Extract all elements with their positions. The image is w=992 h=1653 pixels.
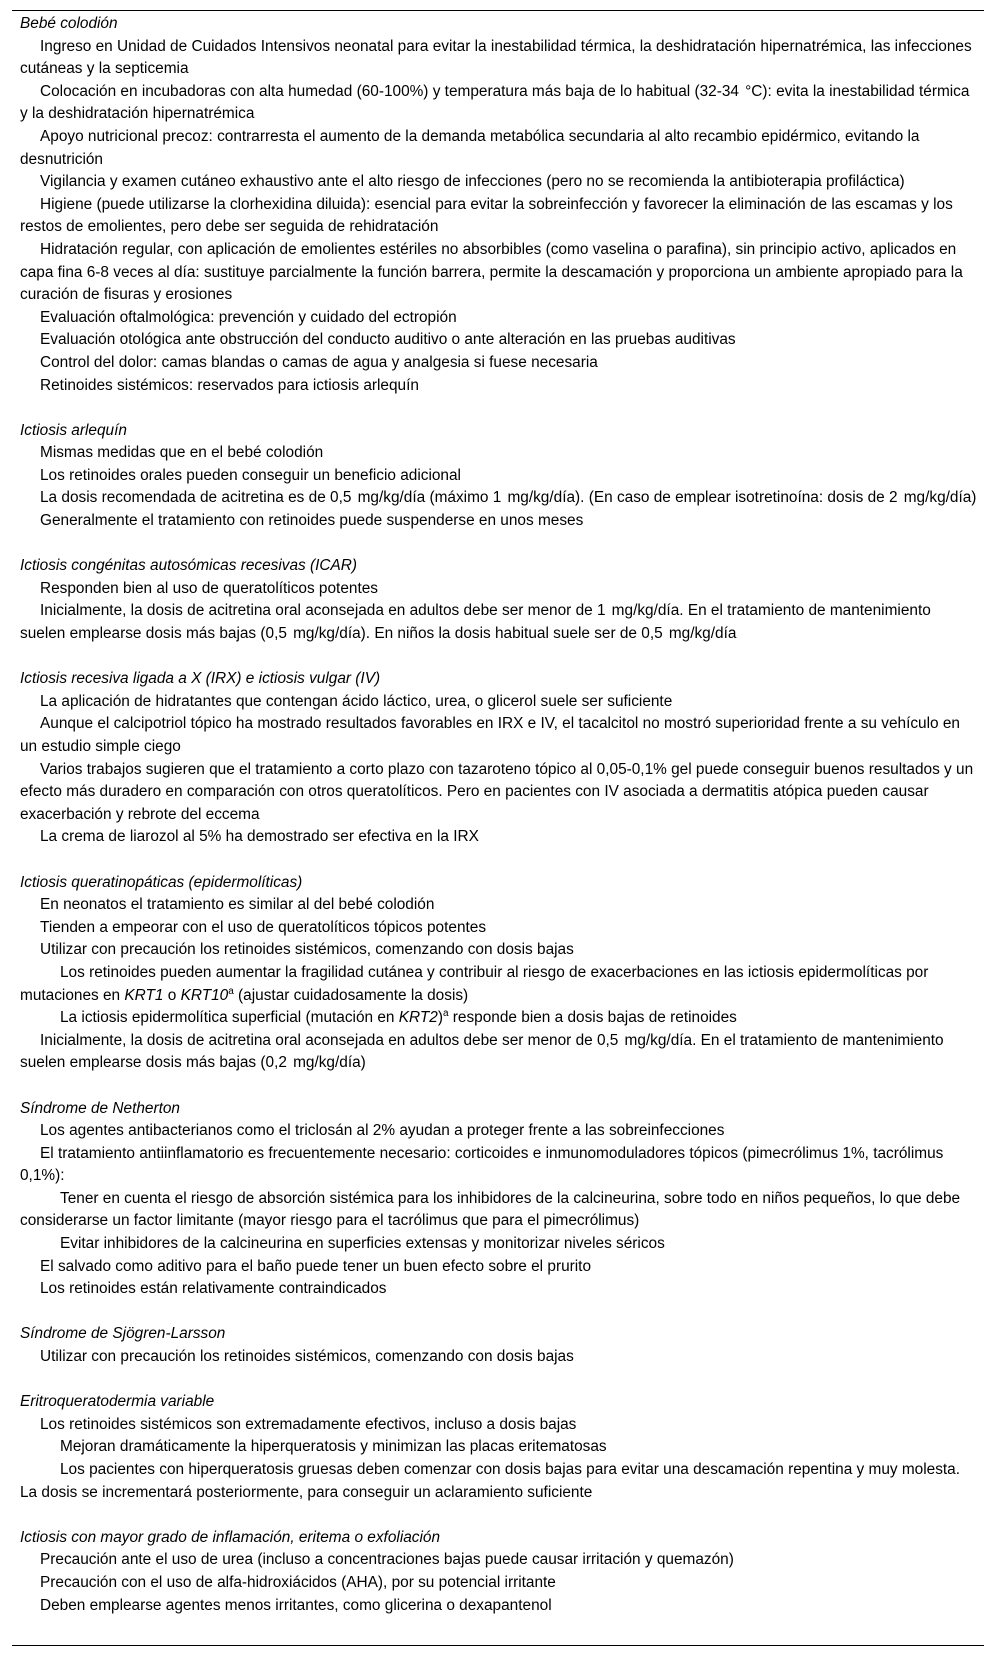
list-item: Mismas medidas que en el bebé colodión (40, 444, 324, 462)
list-item: Varios trabajos sugieren que el tratamiento a corto plazo con tazaroteno tópico al 0,05-0,1% gel puede conseguir buenos resultados y un efecto más duradero en comparación con otros queratolíticos. Pero en pacientes con IV asociada a dermatitis atópica pueden causar exacerbación y rebrote del eccema (20, 760, 974, 823)
list-item: Control del dolor: camas blandas o camas de agua y analgesia si fuese necesaria (40, 353, 598, 371)
section-title: Ictiosis congénitas autosómicas recesivas (ICAR) (20, 557, 358, 575)
section-irx-iv (20, 668, 978, 849)
section-icar (20, 555, 978, 645)
section-title: Ictiosis queratinopáticas (epidermolíticas) (20, 873, 303, 891)
section-eritroqueratodermia (20, 1391, 978, 1504)
list-item: Tienden a empeorar con el uso de queratolíticos tópicos potentes (40, 918, 487, 936)
list-item: Precaución con el uso de alfa-hidroxiácidos (AHA), por su potencial irritante (40, 1573, 556, 1591)
section-gap (20, 397, 978, 420)
sub-list-item (20, 962, 978, 1007)
section-bebe-colodion (20, 13, 978, 397)
list-item: Deben emplearse agentes menos irritantes, como glicerina o dexapantenol (40, 1596, 552, 1614)
text: La ictiosis epidermolítica superficial (mutación en (60, 1009, 399, 1027)
list-item: El salvado como aditivo para el baño puede tener un buen efecto sobre el prurito (40, 1257, 592, 1275)
list-item: Evaluación otológica ante obstrucción del conducto auditivo o ante alteración en las pruebas auditivas (40, 331, 736, 349)
list-item: Inicialmente, la dosis de acitretina oral aconsejada en adultos debe ser menor de 1 mg/kg/día. En el tratamiento de mantenimiento suelen emplearse dosis más bajas (0,5 mg/kg/día). En niños la dosis habitual suele ser de 0,5 mg/kg/día (20, 602, 931, 643)
section-sjogren-larsson (20, 1323, 978, 1368)
section-title: Ictiosis con mayor grado de inflamación, eritema o exfoliación (20, 1528, 441, 1546)
list-item: Los agentes antibacterianos como el triclosán al 2% ayudan a proteger frente a las sobreinfecciones (40, 1122, 725, 1140)
sub-list-item (20, 1007, 978, 1030)
section-gap (20, 533, 978, 556)
section-gap (20, 646, 978, 669)
sub-list-item: Los pacientes con hiperqueratosis gruesas deben comenzar con dosis bajas para evitar una descamación repentina y muy molesta. La dosis se incrementará posteriormente, para conseguir un aclaramiento suficiente (20, 1461, 961, 1501)
list-item: Los retinoides están relativamente contraindicados (40, 1280, 387, 1298)
treatment-table (12, 10, 984, 1646)
list-item: El tratamiento antiinflamatorio es frecuentemente necesario: corticoides e inmunomoduladores tópicos (pimecrólimus 1%, tacrólimus 0,1%): (20, 1144, 944, 1185)
list-item: Precaución ante el uso de urea (incluso a concentraciones bajas puede causar irritación y quemazón) (40, 1551, 734, 1569)
list-item: Higiene (puede utilizarse la clorhexidina diluida): esencial para evitar la sobreinfección y favorecer la eliminación de las escamas y los restos de emolientes, pero debe ser seguida de rehidratación (20, 195, 953, 236)
sub-list-item: Mejoran dramáticamente la hiperqueratosis y minimizan las placas eritematosas (60, 1438, 607, 1456)
text: responde bien a dosis bajas de retinoides (448, 1009, 737, 1027)
text: Los retinoides pueden aumentar la fragilidad cutánea y contribuir al riesgo de exacerbaciones en las ictiosis epidermolíticas por mutaciones en (20, 963, 929, 1004)
list-item: Apoyo nutricional precoz: contrarresta el aumento de la demanda metabólica secundaria al alto recambio epidérmico, evitando la desnutrición (20, 127, 920, 168)
section-inflamacion (20, 1527, 978, 1617)
gene-name: KRT1 (124, 986, 164, 1004)
section-title: Bebé colodión (20, 15, 118, 32)
list-item: La crema de liarozol al 5% ha demostrado ser efectiva en la IRX (40, 828, 479, 846)
list-item: Utilizar con precaución los retinoides sistémicos, comenzando con dosis bajas (40, 941, 574, 959)
footnote-marker: a (442, 1008, 449, 1019)
section-gap (20, 1369, 978, 1392)
section-netherton (20, 1098, 978, 1301)
gene-name: KRT10 (180, 986, 229, 1004)
sub-list-item: Evitar inhibidores de la calcineurina en superficies extensas y monitorizar niveles séricos (60, 1235, 665, 1253)
section-title: Ictiosis recesiva ligada a X (IRX) e ictiosis vulgar (IV) (20, 670, 381, 688)
text: o (163, 986, 181, 1004)
list-item: Utilizar con precaución los retinoides sistémicos, comenzando con dosis bajas (40, 1348, 574, 1366)
section-gap (20, 849, 978, 872)
section-title: Síndrome de Sjögren-Larsson (20, 1325, 226, 1343)
sub-list-item: Tener en cuenta el riesgo de absorción sistémica para los inhibidores de la calcineurina, sobre todo en niños pequeños, lo que debe considerarse un factor limitante (mayor riesgo para el tacrólimus que para el pimecrólimus) (20, 1189, 961, 1230)
text: ) (437, 1009, 443, 1027)
gene-name: KRT2 (398, 1009, 438, 1027)
list-item: En neonatos el tratamiento es similar al del bebé colodión (40, 896, 435, 914)
list-item: Ingreso en Unidad de Cuidados Intensivos neonatal para evitar la inestabilidad térmica, la deshidratación hipernatrémica, las infecciones cutáneas y la septicemia (20, 37, 972, 78)
list-item: Los retinoides sistémicos son extremadamente efectivos, incluso a dosis bajas (40, 1415, 577, 1433)
section-queratinopaticas (20, 872, 978, 1075)
list-item: Hidratación regular, con aplicación de emolientes estériles no absorbibles (como vaselina o parafina), sin principio activo, aplicados en capa fina 6-8 veces al día: sustituye parcialmente la función barrera, permite la descamación y proporciona un ambiente apropiado para la curación de fisuras y erosiones (20, 240, 963, 304)
section-gap (20, 1301, 978, 1324)
text: (ajustar cuidadosamente la dosis) (233, 986, 469, 1004)
list-item: Vigilancia y examen cutáneo exhaustivo ante el alto riesgo de infecciones (pero no se recomienda la antibioterapia profiláctica) (40, 173, 905, 191)
list-item: Inicialmente, la dosis de acitretina oral aconsejada en adultos debe ser menor de 0,5 mg/kg/día. En el tratamiento de mantenimiento suelen emplearse dosis más bajas (0,2 mg/kg/día) (20, 1031, 944, 1072)
section-ictiosis-arlequin (20, 420, 978, 533)
list-item: Generalmente el tratamiento con retinoides puede suspenderse en unos meses (40, 512, 584, 530)
list-item: Retinoides sistémicos: reservados para ictiosis arlequín (40, 376, 419, 394)
section-title: Ictiosis arlequín (20, 421, 127, 439)
footnote-marker: a (228, 985, 234, 997)
list-item: La dosis recomendada de acitretina es de 0,5 mg/kg/día (máximo 1 mg/kg/día). (En caso de emplear isotretinoína: dosis de 2 mg/kg/día) (40, 489, 977, 507)
list-item: Responden bien al uso de queratolíticos potentes (40, 579, 378, 597)
section-gap (20, 1504, 978, 1527)
section-title: Eritroqueratodermia variable (20, 1393, 215, 1411)
section-gap (20, 1075, 978, 1098)
list-item: Colocación en incubadoras con alta humedad (60-100%) y temperatura más baja de lo habitual (32-34 °C): evita la inestabilidad térmica y la deshidratación hipernatrémica (20, 82, 970, 123)
list-item: La aplicación de hidratantes que contengan ácido láctico, urea, o glicerol suele ser suficiente (40, 692, 673, 710)
list-item: Evaluación oftalmológica: prevención y cuidado del ectropión (40, 308, 457, 326)
list-item: Aunque el calcipotriol tópico ha mostrado resultados favorables en IRX e IV, el tacalcitol no mostró superioridad frente a su vehículo en un estudio simple ciego (20, 715, 960, 755)
list-item: Los retinoides orales pueden conseguir un beneficio adicional (40, 466, 461, 484)
section-title: Síndrome de Netherton (20, 1099, 180, 1117)
